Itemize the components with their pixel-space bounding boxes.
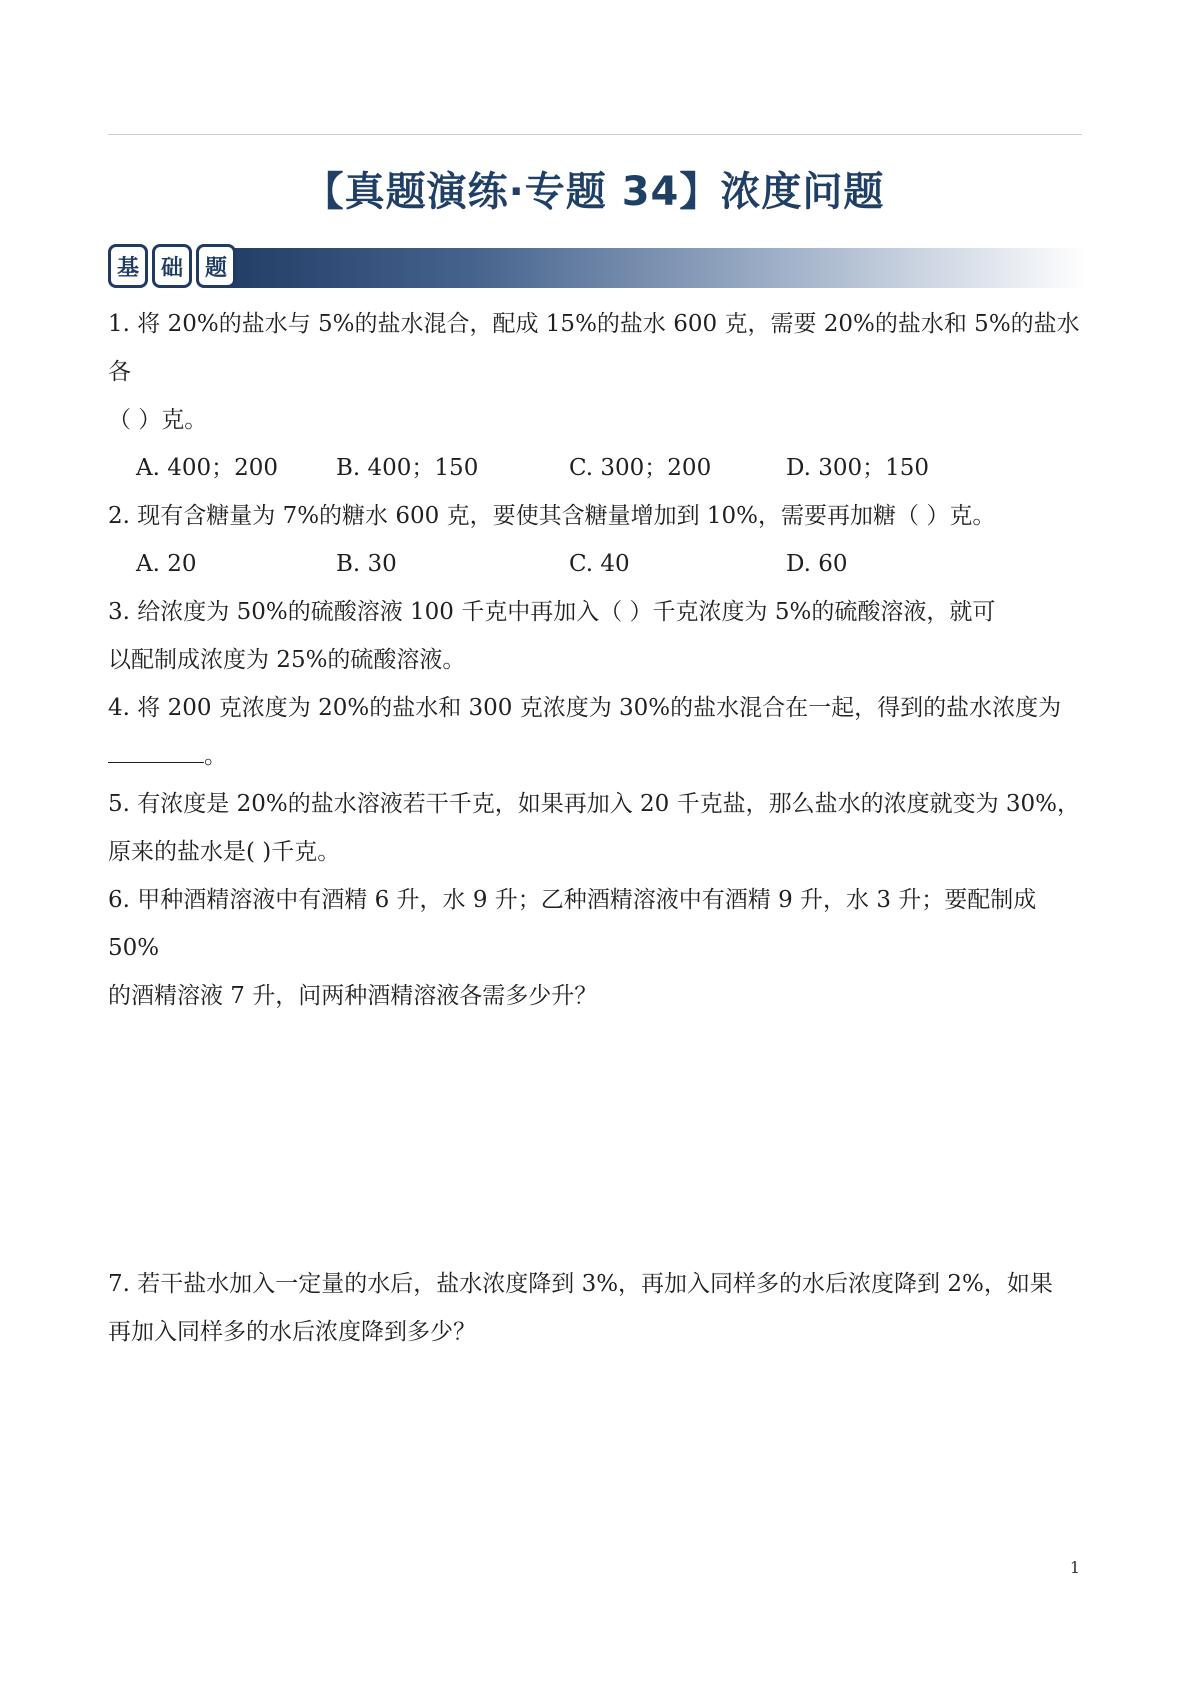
question-answer-line <box>108 732 1082 780</box>
question-text: 的酒精溶液 7 升，问两种酒精溶液各需多少升？ <box>108 983 598 1009</box>
option-c: C. 300；200 <box>569 455 712 481</box>
question-text: 5. 有浓度是 20%的盐水溶液若干千克，如果再加入 20 千克盐，那么盐水的浓度就变为 30%， <box>108 791 1081 817</box>
option-row <box>108 444 1082 492</box>
option-row <box>108 540 1082 588</box>
question-text: （ ）克。 <box>108 407 208 433</box>
option-c: C. 40 <box>569 551 630 577</box>
page-title: 【真题演练·专题 34】浓度问题 <box>303 169 885 215</box>
question-text: 4. 将 200 克浓度为 20%的盐水和 300 克浓度为 30%的盐水混合在一起，得到的盐水浓度为 <box>108 695 1062 721</box>
section-badge <box>108 242 246 294</box>
question-3 <box>108 588 1082 684</box>
answer-blank <box>108 732 204 763</box>
option-a: A. 20 <box>136 551 197 577</box>
option-d: D. 300；150 <box>786 455 930 481</box>
header-rule <box>108 134 1082 135</box>
question-6 <box>108 876 1082 1020</box>
question-text: 1. 将 20%的盐水与 5%的盐水混合，配成 15%的盐水 600 克，需要 20%的盐水和 5%的盐水各 <box>108 311 1080 385</box>
badge-char: 题 <box>196 244 236 288</box>
question-4 <box>108 684 1082 780</box>
question-2 <box>108 492 1082 588</box>
option-b: B. 400；150 <box>336 455 479 481</box>
question-text: 。 <box>204 743 227 769</box>
answer-space <box>108 1020 1082 1260</box>
question-text: 3. 给浓度为 50%的硫酸溶液 100 千克中再加入（ ）千克浓度为 5%的硫酸溶液，就可 <box>108 599 996 625</box>
banner-gradient-bar <box>208 248 1088 288</box>
question-text: 原来的盐水是( )千克。 <box>108 839 341 865</box>
question-text: 7. 若干盐水加入一定量的水后，盐水浓度降到 3%，再加入同样多的水后浓度降到 2%，如果 <box>108 1271 1053 1297</box>
question-list <box>108 300 1082 1356</box>
question-1 <box>108 300 1082 492</box>
option-d: D. 60 <box>786 551 848 577</box>
section-banner <box>108 242 988 294</box>
badge-char: 基 <box>108 244 148 288</box>
question-text: 2. 现有含糖量为 7%的糖水 600 克，要使其含糖量增加到 10%，需要再加糖（ ）克。 <box>108 503 996 529</box>
badge-char: 础 <box>152 244 192 288</box>
question-5 <box>108 780 1082 876</box>
option-a: A. 400；200 <box>136 455 279 481</box>
question-text: 以配制成浓度为 25%的硫酸溶液。 <box>108 647 466 673</box>
question-7 <box>108 1260 1082 1356</box>
question-text: 6. 甲种酒精溶液中有酒精 6 升，水 9 升；乙种酒精溶液中有酒精 9 升，水 3 升；要配制成 50% <box>108 887 1037 961</box>
option-b: B. 30 <box>336 551 397 577</box>
page-number: 1 <box>1069 1558 1080 1577</box>
question-text: 再加入同样多的水后浓度降到多少？ <box>108 1319 476 1345</box>
